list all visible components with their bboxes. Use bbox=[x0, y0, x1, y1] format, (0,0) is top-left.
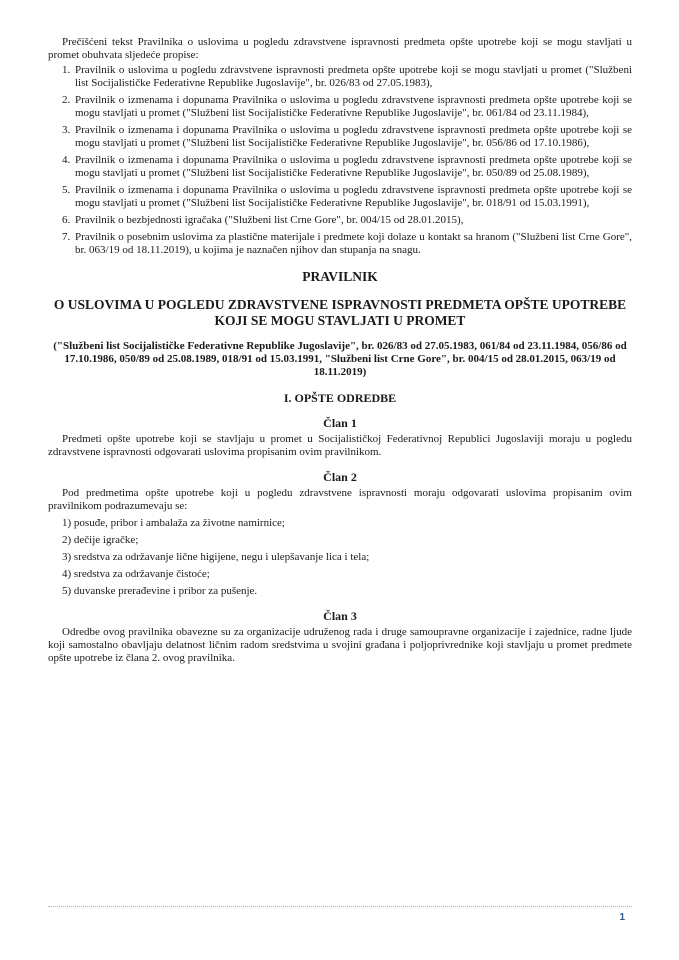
list-item bbox=[48, 184, 632, 210]
article-1-text: Predmeti opšte upotrebe koji se stavljaju u promet u Socijalističkoj Federativnoj Republici Jugoslaviji moraju u pogledu zdravstvene ispravnosti odgovarati uslovima propisanim ovim pravilnikom. bbox=[48, 433, 632, 458]
list-item bbox=[48, 214, 632, 227]
source-regulations-list bbox=[48, 64, 632, 257]
document-title: PRAVILNIK bbox=[302, 269, 378, 284]
gazette-references: ("Službeni list Socijalističke Federativne Republike Jugoslavije", br. 026/83 od 27.05.1983, 061/84 od 23.11.1984, 056/86 od 17.10.1986, 050/89 od 25.08.1989, 018/91 od 15.03.1991, "Službeni list Crne Gore", br. 004/15 od 28.01.2015, 063/19 od 18.11.2019) bbox=[53, 340, 627, 378]
list-item bbox=[48, 124, 632, 150]
list-item bbox=[48, 94, 632, 120]
list-item-text: Pravilnik o uslovima u pogledu zdravstvene ispravnosti predmeta opšte upotrebe koji se mogu stavljati u promet ("Službeni list Socijalističke Federativne Republike Jugoslavije", br. 026/83 od 27.05.1983), bbox=[75, 64, 632, 89]
list-item: 4) sredstva za održavanje čistoće; bbox=[62, 568, 210, 580]
list-item-text: Pravilnik o izmenama i dopunama Pravilnika o uslovima u pogledu zdravstvene ispravnosti predmeta opšte upotrebe koji se mogu stavljati u promet ("Službeni list Socijalističke Federativne Republike Jugoslavije", br. 050/89 od 25.08.1989), bbox=[75, 154, 632, 179]
chapter-heading: I. OPŠTE ODREDBE bbox=[283, 391, 397, 405]
article-1-heading: Član 1 bbox=[323, 416, 357, 430]
list-item-number: 2. bbox=[62, 94, 71, 106]
article-3-heading: Član 3 bbox=[323, 609, 357, 623]
list-item-number: 4. bbox=[62, 154, 71, 166]
list-item-number: 7. bbox=[62, 231, 71, 243]
article-2-heading: Član 2 bbox=[323, 470, 357, 484]
intro-paragraph: Prečišćeni tekst Pravilnika o uslovima u pogledu zdravstvene ispravnosti predmeta opšte upotrebe koji se mogu stavljati u promet obuhvata sljedeće propise: bbox=[48, 36, 632, 61]
list-item: 2) dečije igračke; bbox=[62, 534, 139, 546]
list-item-text: Pravilnik o izmenama i dopunama Pravilnika o uslovima u pogledu zdravstvene ispravnosti predmeta opšte upotrebe koji se mogu stavljati u promet ("Službeni list Socijalističke Federativne Republike Jugoslavije", br. 056/86 od 17.10.1986), bbox=[75, 124, 632, 149]
list-item-number: 6. bbox=[62, 214, 71, 226]
list-item-text: Pravilnik o posebnim uslovima za plastične materijale i predmete koji dolaze u kontakt sa hranom ("Službeni list Crne Gore", br. 063/19 od 18.11.2019), u kojima je naznačen njihov dan stupanja na snagu. bbox=[75, 231, 632, 256]
list-item-number: 1. bbox=[62, 64, 71, 76]
list-item bbox=[48, 231, 632, 257]
list-item-text: Pravilnik o izmenama i dopunama Pravilnika o uslovima u pogledu zdravstvene ispravnosti predmeta opšte upotrebe koji se mogu stavljati u promet ("Službeni list Socijalističke Federativne Republike Jugoslavije", br. 018/91 od 15.03.1991), bbox=[75, 184, 632, 209]
article-2-items bbox=[48, 517, 632, 598]
document-subtitle: O USLOVIMA U POGLEDU ZDRAVSTVENE ISPRAVNOSTI PREDMETA OPŠTE UPOTREBE KOJI SE MOGU STAVLJATI U PROMET bbox=[53, 297, 627, 328]
footer-divider bbox=[48, 906, 632, 907]
list-item: 1) posuđe, pribor i ambalaža za životne namirnice; bbox=[62, 517, 285, 529]
list-item-number: 5. bbox=[62, 184, 71, 196]
list-item-number: 3. bbox=[62, 124, 71, 136]
article-2-text: Pod predmetima opšte upotrebe koji u pogledu zdravstvene ispravnosti moraju odgovarati uslovima propisanim ovim pravilnikom podrazumevaju se: bbox=[48, 487, 632, 512]
page-number: 1 bbox=[619, 912, 625, 923]
list-item-text: Pravilnik o izmenama i dopunama Pravilnika o uslovima u pogledu zdravstvene ispravnosti predmeta opšte upotrebe koji se mogu stavljati u promet ("Službeni list Socijalističke Federativne Republike Jugoslavije", br. 061/84 od 23.11.1984), bbox=[75, 94, 632, 119]
list-item bbox=[48, 154, 632, 180]
document-body bbox=[48, 36, 632, 665]
list-item-text: Pravilnik o bezbjednosti igračaka ("Službeni list Crne Gore", br. 004/15 od 28.01.2015), bbox=[75, 214, 464, 226]
list-item: 3) sredstva za održavanje lične higijene, negu i ulepšavanje lica i tela; bbox=[62, 551, 370, 563]
article-3-text: Odredbe ovog pravilnika obavezne su za organizacije udruženog rada i druge samoupravne organizacije i zajednice, radne ljude koji samostalno obavljaju delatnost ličnim radom sredstvima u svojini građana i poljoprivrednike koji stavljaju u promet predmete opšte upotrebe iz člana 2. ovog pravilnika. bbox=[48, 626, 632, 664]
list-item: 5) duvanske prerađevine i pribor za pušenje. bbox=[62, 585, 258, 597]
list-item bbox=[48, 64, 632, 90]
